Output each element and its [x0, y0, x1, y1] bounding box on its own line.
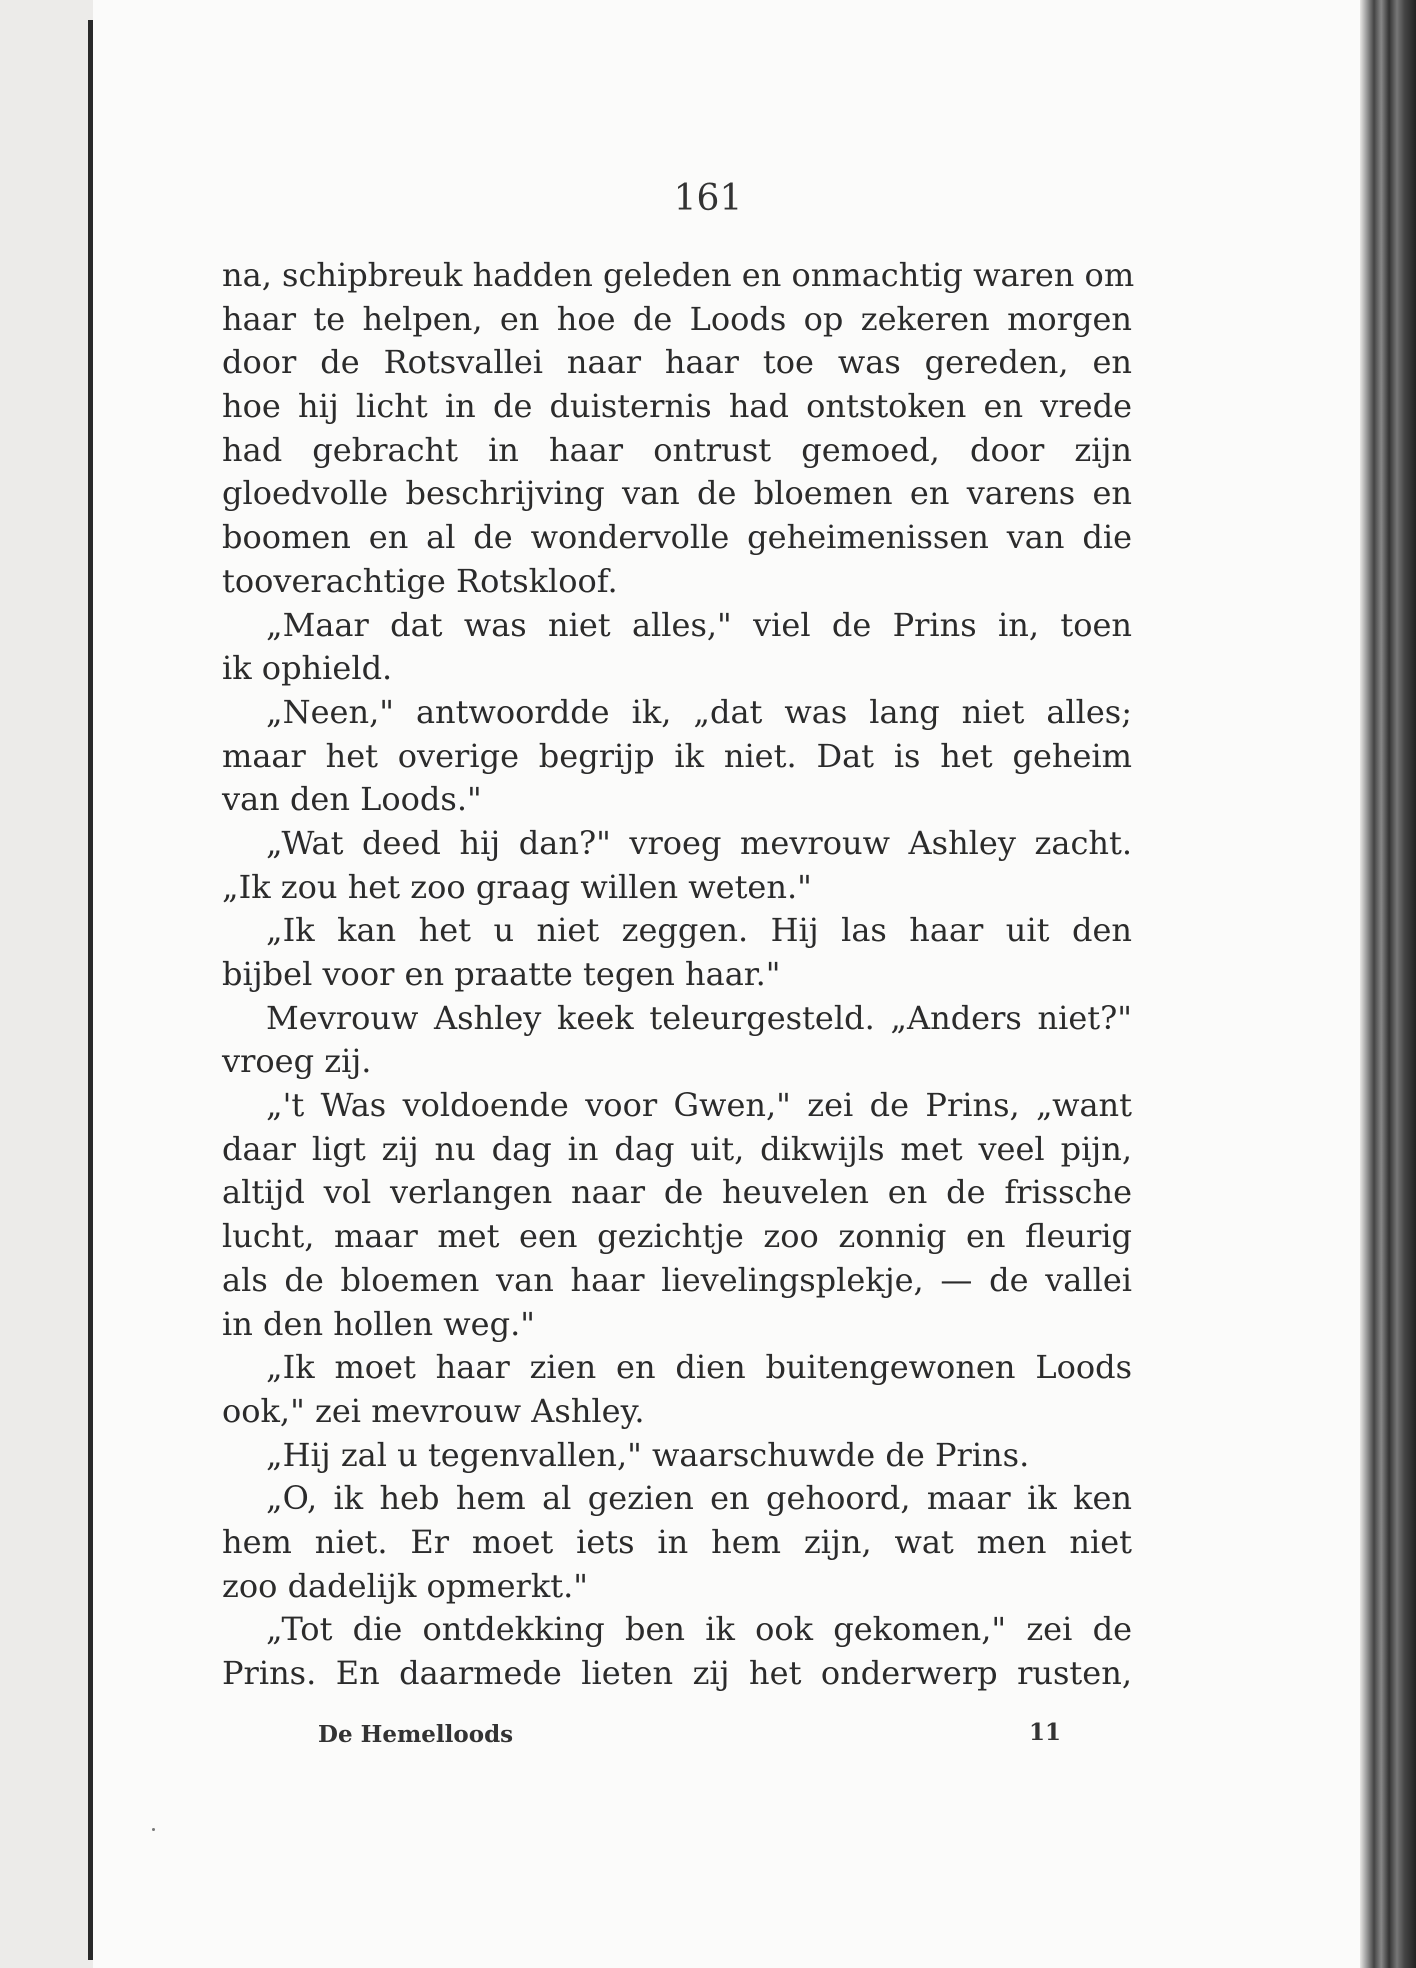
text-line: tooverachtige Rotskloof. [222, 561, 618, 600]
page-number: 161 [673, 178, 743, 219]
text-line: „Ik moet haar zien en dien buitengewonen Loods [266, 1348, 1132, 1387]
text-line: ook," zei mevrouw Ashley. [222, 1391, 645, 1430]
text-line: „O, ik heb hem al gezien en gehoord, maar ik ken [266, 1479, 1132, 1518]
text-line: als de bloemen van haar lievelingsplekje, — de vallei [222, 1260, 1132, 1299]
text-line: in den hollen weg." [222, 1304, 535, 1343]
body-text [222, 254, 1135, 1696]
text-line: boomen en al de wondervolle geheimenissen van die [222, 518, 1132, 557]
text-line: maar het overige begrijp ik niet. Dat is het geheim [222, 736, 1132, 775]
running-footer-title: De Hemelloods [318, 1721, 514, 1748]
signature-mark: 11 [1029, 1719, 1062, 1746]
page-stack-edge [1360, 0, 1416, 1968]
text-line: gloedvolle beschrijving van de bloemen en varens en [222, 474, 1132, 513]
text-line: haar te helpen, en hoe de Loods op zekeren morgen [222, 299, 1132, 338]
text-line: lucht, maar met een gezichtje zoo zonnig en fleurig [222, 1217, 1132, 1256]
text-line: ik ophield. [222, 649, 393, 688]
text-line: had gebracht in haar ontrust gemoed, door zijn [222, 430, 1132, 469]
text-line: „Wat deed hij dan?" vroeg mevrouw Ashley zacht. [266, 823, 1132, 862]
text-line: door de Rotsvallei naar haar toe was gereden, en [222, 343, 1132, 382]
text-line: hoe hij licht in de duisternis had ontstoken en vrede [222, 387, 1132, 426]
text-line: „Hij zal u tegenvallen," waarschuwde de Prins. [266, 1435, 1030, 1474]
text-line: „Maar dat was niet alles," viel de Prins in, toen [266, 605, 1132, 644]
text-line: altijd vol verlangen naar de heuvelen en de frissche [222, 1173, 1132, 1212]
text-line: „'t Was voldoende voor Gwen," zei de Prins, „want [266, 1086, 1132, 1125]
text-line: Mevrouw Ashley keek teleurgesteld. „Anders niet?" [266, 998, 1132, 1037]
text-line: vroeg zij. [222, 1042, 372, 1081]
text-line: Prins. En daarmede lieten zij het onderwerp rusten, [222, 1654, 1132, 1692]
text-line: „Ik kan het u niet zeggen. Hij las haar uit den [266, 911, 1132, 950]
text-line: bijbel voor en praatte tegen haar." [222, 955, 781, 993]
text-line: na, schipbreuk hadden geleden en onmachtig waren om [222, 256, 1135, 294]
text-line: „Tot die ontdekking ben ik ook gekomen," zei de [266, 1610, 1132, 1649]
text-line: daar ligt zij nu dag in dag uit, dikwijls met veel pijn, [222, 1129, 1132, 1168]
left-margin [0, 0, 95, 1968]
text-line: „Neen," antwoordde ik, „dat was lang niet alles; [266, 692, 1132, 731]
text-line: „Ik zou het zoo graag willen weten." [222, 867, 812, 906]
paper-speck [152, 1828, 155, 1831]
text-line: van den Loods." [222, 780, 482, 819]
text-line: hem niet. Er moet iets in hem zijn, wat men niet [222, 1522, 1132, 1561]
text-line: zoo dadelijk opmerkt." [222, 1566, 588, 1605]
